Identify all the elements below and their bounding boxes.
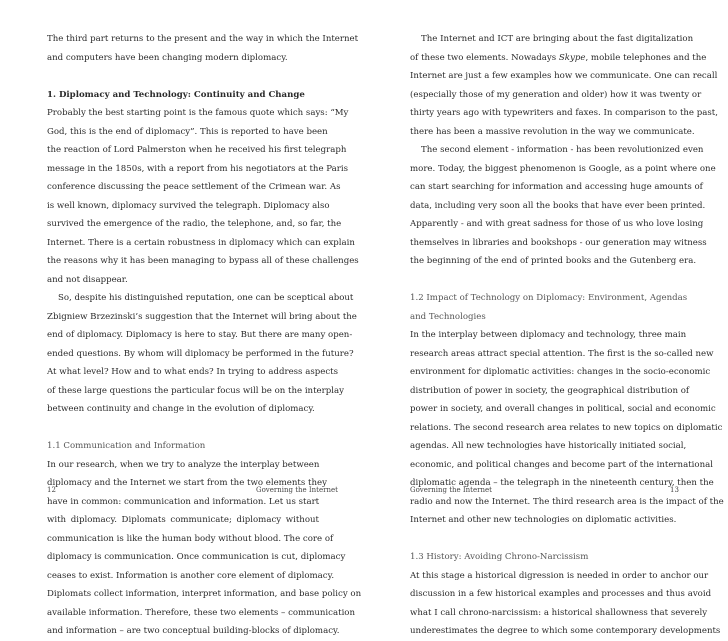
subsection-heading-line [410,308,682,327]
text-line [410,141,704,160]
text-line: between continuity and change in the evolution of diplomacy. [47,404,315,414]
text-line: is well known, diplomacy survived the telegraph. Diplomacy also [47,200,330,211]
line-text: Apparently - and with great sadness for those of us who love losing [410,219,704,229]
text-line [410,345,714,364]
text-line: the reasons why it has been managing to bypass all of these challenges [47,256,359,266]
line-text: (especially those of my generation and older) how it was twenty or [410,89,702,100]
text-line: with diplomacy. Diplomats communicate; diplomacy without [47,515,319,525]
text-line: diplomacy and the Internet we start from the two elements they [47,478,327,488]
line-text: of these two elements. Nowadays [410,52,559,63]
line-text: data, including very soon all the books that have ever been printed. [410,200,706,211]
left-page [0,0,364,636]
text-line [410,86,702,105]
line-text: can start searching for information and accessing huge amounts of [410,182,703,192]
left-page-body [47,30,362,641]
text-line [410,493,724,512]
right-page-number: 13 [670,486,679,494]
text-line: ended questions. By whom will diplomacy be performed in the future? [47,348,354,359]
text-line [410,234,707,253]
text-line [410,326,687,345]
line-text: distribution of power in society, the geographical distribution of [410,385,690,396]
text-line: message in the 1850s, with a report from his negotiators at the Paris [47,163,349,174]
text-line [410,585,712,604]
text-line: ceases to exist. Information is another core element of diplomacy. [47,570,335,581]
text-line: and not disappear. [47,274,128,285]
line-text: the beginning of the end of printed books and the Gutenberg era. [410,256,697,266]
text-line: have in common: communication and information. Let us start [47,496,320,507]
text-line [410,567,709,586]
text-line: Internet. There is a certain robustness in diplomacy which can explain [47,237,355,248]
text-line: end of diplomacy. Diplomacy is here to stay. But there are many open- [47,330,353,340]
line-text: power in society, and overall changes in political, social and economic [410,404,716,414]
right-page-body [410,30,724,641]
line-text: diplomatic agenda – the telegraph in the nineteenth century, then the [410,478,714,488]
left-page-number: 12 [47,486,56,494]
italic-term: Skype [558,52,586,63]
section-heading-line: 1. Diplomacy and Technology: Continuity and Change [47,89,305,100]
left-running-footer: Governing the Internet [256,486,338,494]
line-text: research areas attract special attention. The first is the so-called new [410,348,714,359]
line-text: Internet and other new technologies on diplomatic activities. [410,515,677,525]
blank-line [410,271,682,290]
line-text: thirty years ago with typewriters and faxes. In comparison to the past, [410,108,718,118]
text-line [410,437,687,456]
text-line [410,604,708,623]
text-line: communication is like the human body without blood. The core of [47,533,334,544]
text-line: available information. Therefore, these two elements – communication [47,607,356,618]
line-text: agendas. All new technologies have historically initiated social, [410,441,687,451]
text-line: and information – are two conceptual building-blocks of diplomacy. [47,626,340,636]
right-running-footer: Governing the Internet [410,486,492,494]
line-text: In the interplay between diplomacy and technology, three main [410,330,687,340]
text-line: Diplomats collect information, interpret information, and base policy on [47,589,362,599]
text-line: Probably the best starting point is the famous quote which says: “My [47,108,349,118]
line-text: The second element - information - has been revolutionized even [421,145,704,155]
line-text: what I call chrono-narcissism: a historical shallowness that severely [410,607,708,618]
line-text: 1.2 Impact of Technology on Diplomacy: Environment, Agendas [410,293,688,303]
text-line: conference discussing the peace settlement of the Crimean war. As [47,182,341,192]
text-line [410,363,711,382]
line-text: 1.3 History: Avoiding Chrono-Narcissism [410,552,589,562]
text-line [410,49,707,68]
line-text: relations. The second research area relates to new topics on diplomatic [410,422,723,433]
text-line [410,456,713,475]
subsection-heading-line [410,289,688,308]
blank-line [47,67,319,86]
line-text: there has been a massive revolution in the way we communicate. [410,126,695,137]
text-line [410,215,704,234]
line-text: radio and now the Internet. The third research area is the impact of the [410,496,724,507]
text-line: survived the emergence of the radio, the telephone, and, so far, the [47,219,342,229]
subsection-heading-line [410,548,682,567]
text-line: In our research, when we try to analyze the interplay between [47,459,320,470]
subsection-heading-line: 1.1 Communication and Information [47,441,206,451]
line-text: underestimates the degree to which some contemporary developments [410,626,721,636]
text-line [410,160,716,179]
line-text: At this stage a historical digression is needed in order to anchor our [410,570,709,581]
text-line: So, despite his distinguished reputation, one can be sceptical about [58,293,354,303]
line-text: , mobile telephones and the [585,52,707,63]
text-line [410,419,723,438]
text-line: Zbigniew Brzezinski’s suggestion that the Internet will bring about the [47,311,357,322]
text-line [410,197,706,216]
text-line: of these large questions the particular focus will be on the interplay [47,385,344,396]
line-text: The Internet and ICT are bringing about the fast digitalization [421,34,694,44]
blank-line [410,530,682,549]
text-line: the reaction of Lord Palmerston when he received his first telegraph [47,145,347,155]
text-line [410,252,697,271]
text-line [410,123,695,142]
text-line: The third part returns to the present and the way in which the Internet [47,34,359,44]
line-text: environment for diplomatic activities: changes in the socio-economic [410,367,711,377]
text-line [410,511,682,530]
line-text: economic, and political changes and become part of the international [410,459,713,470]
text-line [410,30,694,49]
text-line [410,382,690,401]
text-line [410,178,703,197]
line-text: and Technologies [410,311,486,322]
text-line: diplomacy is communication. Once communication is cut, diplomacy [47,552,346,562]
text-line [410,400,716,419]
text-line: and computers have been changing modern diplomacy. [47,52,288,63]
right-page [364,0,728,636]
text-line [410,104,718,123]
text-line: At what level? How and to what ends? In trying to address aspects [47,367,338,377]
blank-line [47,419,319,438]
line-text: themselves in libraries and bookshops - our generation may witness [410,237,707,248]
text-line [410,622,721,641]
text-line [410,67,718,86]
line-text: more. Today, the biggest phenomenon is Google, as a point where one [410,163,716,174]
line-text: discussion in a few historical examples and processes and thus avoid [410,589,712,599]
text-line: God, this is the end of diplomacy”. This is reported to have been [47,126,328,137]
line-text: Internet are just a few examples how we communicate. One can recall [410,71,718,81]
